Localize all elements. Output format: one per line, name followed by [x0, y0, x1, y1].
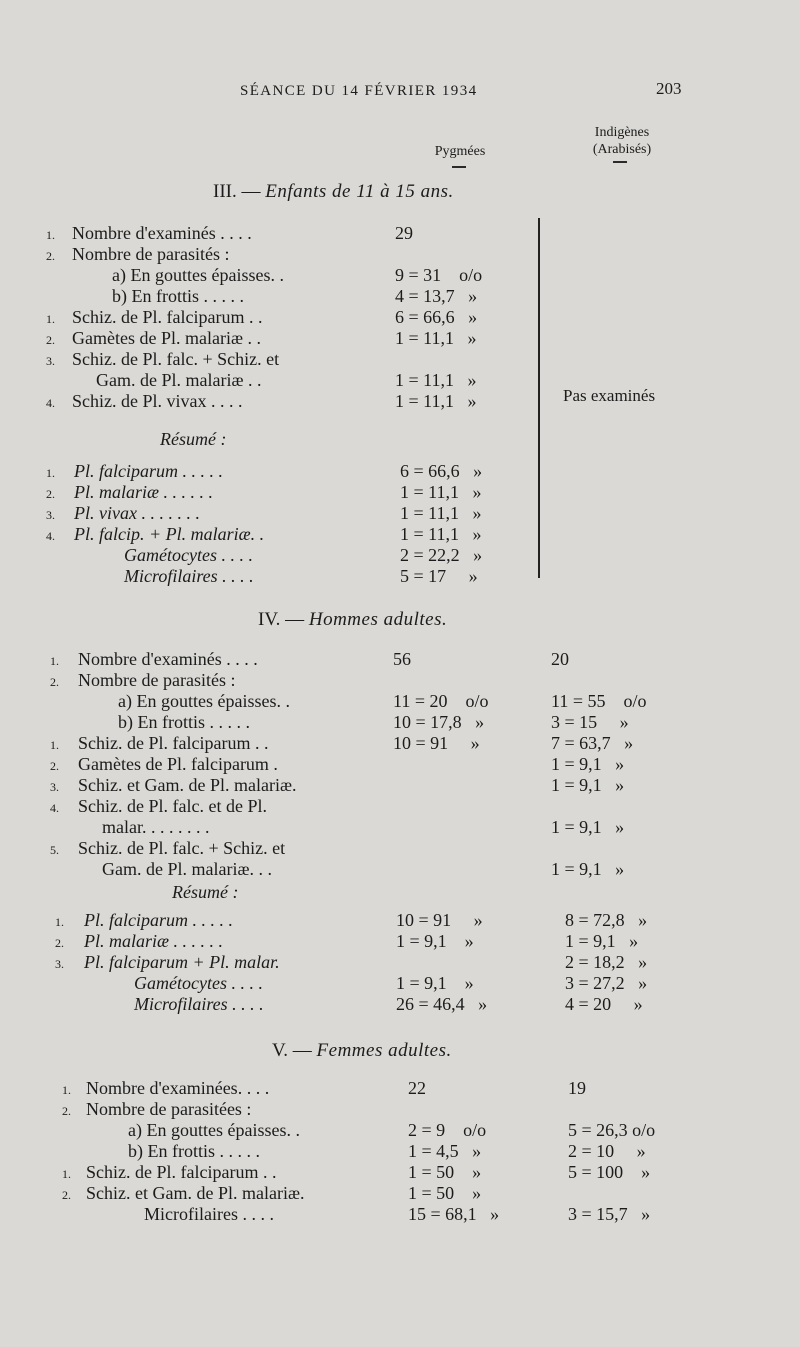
- indigenes-value: 7 = 63,7 »: [551, 733, 634, 753]
- row-label: Nombre d'examinés . . . .: [78, 649, 258, 669]
- row-label: Schiz. de Pl. falc. et de Pl.: [78, 796, 267, 816]
- row-number: 1.: [62, 1083, 71, 1097]
- row-number: 4.: [50, 801, 59, 815]
- pygmees-value: 29: [395, 223, 413, 243]
- pygmees-value: 1 = 11,1 »: [395, 370, 477, 390]
- section-title-text: Hommes adultes.: [308, 609, 448, 630]
- pygmees-value: 1 = 4,5 »: [408, 1141, 482, 1161]
- indigenes-value: 1 = 9,1 »: [551, 754, 625, 774]
- row-label: Gam. de Pl. malariæ . .: [96, 370, 262, 390]
- row-label: Nombre de parasités :: [78, 670, 236, 690]
- row-label: Gamétocytes . . . .: [134, 973, 263, 993]
- row-label: Gamètes de Pl. falciparum .: [78, 754, 278, 774]
- column-header-indigenes-dash: [613, 161, 627, 163]
- row-label: Pl. falciparum + Pl. malar.: [84, 952, 280, 972]
- pygmees-value: 1 = 11,1 »: [400, 503, 482, 523]
- row-number: 2.: [62, 1104, 71, 1118]
- pygmees-value: 22: [408, 1078, 426, 1098]
- row-label: malar. . . . . . . .: [102, 817, 210, 837]
- pygmees-value: 2 = 9 o/o: [408, 1120, 487, 1140]
- row-label: Pl. falciparum . . . . .: [74, 461, 223, 481]
- row-number: 1.: [46, 312, 55, 326]
- indigenes-value: 20: [551, 649, 569, 669]
- row-label: Microfilaires . . . .: [124, 566, 254, 586]
- row-label: Pl. malariæ . . . . . .: [84, 931, 224, 951]
- row-label: Schiz. de Pl. falciparum . .: [78, 733, 269, 753]
- row-label: Schiz. de Pl. falciparum . .: [86, 1162, 277, 1182]
- column-header-pygmees: Pygmées: [434, 144, 486, 159]
- column-header-indigenes-line1: Indigènes: [594, 125, 650, 140]
- row-label: Nombre de parasités :: [72, 244, 230, 264]
- row-number: 1.: [50, 738, 59, 752]
- pygmees-value: 10 = 91 »: [396, 910, 483, 930]
- indigenes-value: 1 = 9,1 »: [551, 775, 625, 795]
- row-number: 3.: [50, 780, 59, 794]
- row-number: 4.: [46, 529, 55, 543]
- pygmees-value: 1 = 11,1 »: [395, 391, 477, 411]
- row-number: 2.: [62, 1188, 71, 1202]
- pygmees-value: 1 = 50 »: [408, 1183, 482, 1203]
- row-number: 1.: [62, 1167, 71, 1181]
- bracket: [538, 218, 540, 578]
- resume-label: Résumé :: [172, 882, 239, 902]
- pygmees-value: 10 = 91 »: [393, 733, 480, 753]
- row-label: Gamétocytes . . . .: [124, 545, 253, 565]
- row-number: 2.: [46, 249, 55, 263]
- row-label: Nombre d'examinées. . . .: [86, 1078, 270, 1098]
- row-number: 1.: [55, 915, 64, 929]
- row-label: Pl. falcip. + Pl. malariæ. .: [74, 524, 265, 544]
- pygmees-value: 9 = 31 o/o: [395, 265, 483, 285]
- row-number: 3.: [46, 354, 55, 368]
- pas-examines-label: Pas examinés: [563, 386, 656, 405]
- row-number: 2.: [50, 759, 59, 773]
- column-header-pygmees-dash: [452, 166, 466, 168]
- indigenes-value: 2 = 10 »: [568, 1141, 646, 1161]
- row-label: Gamètes de Pl. malariæ . .: [72, 328, 261, 348]
- pygmees-value: 2 = 22,2 »: [400, 545, 483, 565]
- resume-label: Résumé :: [160, 429, 227, 449]
- indigenes-value: 5 = 26,3 o/o: [568, 1120, 656, 1140]
- row-label: Schiz. de Pl. vivax . . . .: [72, 391, 243, 411]
- pygmees-value: 1 = 50 »: [408, 1162, 482, 1182]
- row-label: Schiz. de Pl. falc. + Schiz. et: [78, 838, 286, 858]
- indigenes-value: 1 = 9,1 »: [551, 817, 625, 837]
- row-label: b) En frottis . . . . .: [118, 712, 250, 732]
- row-number: 5.: [50, 843, 59, 857]
- row-number: 2.: [50, 675, 59, 689]
- section-number: V. —: [272, 1040, 317, 1061]
- pygmees-value: 11 = 20 o/o: [393, 691, 489, 711]
- row-label: a) En gouttes épaisses. .: [128, 1120, 300, 1140]
- pygmees-value: 26 = 46,4 »: [396, 994, 488, 1014]
- indigenes-value: 8 = 72,8 »: [565, 910, 648, 930]
- pygmees-value: 6 = 66,6 »: [395, 307, 478, 327]
- pygmees-value: 4 = 13,7 »: [395, 286, 478, 306]
- row-number: 2.: [46, 333, 55, 347]
- row-label: Schiz. de Pl. falciparum . .: [72, 307, 263, 327]
- section-title-femmes: [272, 1041, 452, 1060]
- indigenes-value: 3 = 15 »: [551, 712, 629, 732]
- row-label: a) En gouttes épaisses. .: [112, 265, 284, 285]
- indigenes-value: 11 = 55 o/o: [551, 691, 647, 711]
- pygmees-value: 1 = 9,1 »: [396, 931, 474, 951]
- indigenes-value: 3 = 15,7 »: [568, 1204, 651, 1224]
- section-number: IV. —: [258, 609, 309, 630]
- row-label: Microfilaires . . . .: [134, 994, 264, 1014]
- running-title: SÉANCE DU 14 FÉVRIER 1934: [240, 83, 478, 99]
- column-header-indigenes-line2: (Arabisés): [592, 142, 652, 157]
- row-number: 1.: [46, 466, 55, 480]
- row-label: b) En frottis . . . . .: [112, 286, 244, 306]
- section-title-hommes: [258, 610, 447, 629]
- indigenes-value: 1 = 9,1 »: [551, 859, 625, 879]
- row-label: Schiz. et Gam. de Pl. malariæ.: [78, 775, 297, 795]
- indigenes-value: 2 = 18,2 »: [565, 952, 648, 972]
- section-title-text: Enfants de 11 à 15 ans.: [265, 181, 454, 202]
- row-label: Microfilaires . . . .: [144, 1204, 274, 1224]
- row-number: 3.: [55, 957, 64, 971]
- row-label: Gam. de Pl. malariæ. . .: [102, 859, 272, 879]
- row-label: Pl. malariæ . . . . . .: [74, 482, 214, 502]
- row-label: b) En frottis . . . . .: [128, 1141, 260, 1161]
- row-number: 2.: [55, 936, 64, 950]
- pygmees-value: 10 = 17,8 »: [393, 712, 485, 732]
- indigenes-value: 19: [568, 1078, 586, 1098]
- row-number: 4.: [46, 396, 55, 410]
- row-number: 1.: [46, 228, 55, 242]
- row-label: a) En gouttes épaisses. .: [118, 691, 290, 711]
- indigenes-value: 1 = 9,1 »: [565, 931, 639, 951]
- indigenes-value: 5 = 100 »: [568, 1162, 651, 1182]
- row-label: Pl. vivax . . . . . . .: [74, 503, 200, 523]
- pygmees-value: 1 = 11,1 »: [395, 328, 477, 348]
- pygmees-value: 1 = 11,1 »: [400, 524, 482, 544]
- row-label: Schiz. et Gam. de Pl. malariæ.: [86, 1183, 305, 1203]
- row-number: 3.: [46, 508, 55, 522]
- row-number: 2.: [46, 487, 55, 501]
- row-label: Pl. falciparum . . . . .: [84, 910, 233, 930]
- row-label: Schiz. de Pl. falc. + Schiz. et: [72, 349, 280, 369]
- indigenes-value: 3 = 27,2 »: [565, 973, 648, 993]
- section-number: III. —: [213, 181, 266, 202]
- pygmees-value: 6 = 66,6 »: [400, 461, 483, 481]
- row-number: 1.: [50, 654, 59, 668]
- pygmees-value: 5 = 17 »: [400, 566, 478, 586]
- section-title-enfants: [213, 182, 454, 201]
- row-label: Nombre de parasitées :: [86, 1099, 252, 1119]
- page-number: 203: [656, 79, 682, 98]
- pygmees-value: 1 = 9,1 »: [396, 973, 474, 993]
- pygmees-value: 15 = 68,1 »: [408, 1204, 500, 1224]
- row-label: Nombre d'examinés . . . .: [72, 223, 252, 243]
- pygmees-value: 1 = 11,1 »: [400, 482, 482, 502]
- indigenes-value: 4 = 20 »: [565, 994, 643, 1014]
- section-title-text: Femmes adultes.: [316, 1040, 452, 1061]
- pygmees-value: 56: [393, 649, 411, 669]
